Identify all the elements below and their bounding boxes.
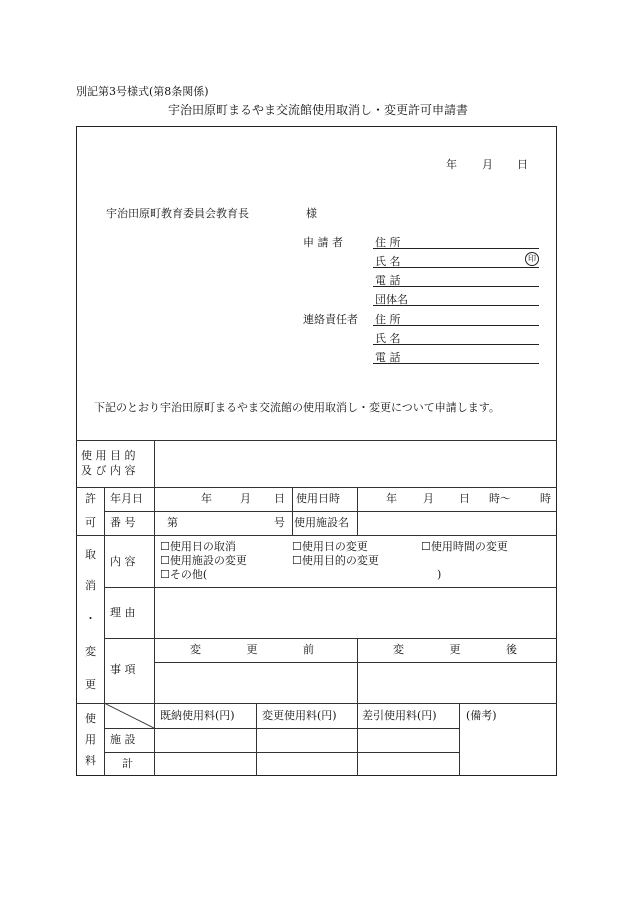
option-other-close: ): [437, 568, 442, 581]
use-hour-to: 時: [540, 492, 551, 505]
reason-field[interactable]: [155, 588, 556, 637]
date-year: 年: [446, 158, 457, 171]
permit-label-2: 可: [85, 516, 96, 529]
col-note: (備考): [466, 709, 497, 722]
row-facility-label: 施 設: [110, 733, 136, 746]
applicant-phone-line[interactable]: [373, 286, 539, 287]
rule: [459, 703, 460, 776]
purpose-label-2: 及 び 内 容: [81, 464, 136, 477]
applicant-address-line[interactable]: [373, 248, 539, 249]
honorific: 様: [306, 207, 317, 220]
col-changed-fee: 変更使用料(円): [262, 709, 337, 722]
col-paid-fee: 既納使用料(円): [160, 709, 235, 722]
applicant-group-label: 団体名: [375, 293, 408, 306]
cancel-label-char: 変: [85, 645, 96, 658]
cancel-label-char: 消: [85, 579, 96, 592]
permit-number-suffix: 号: [274, 516, 285, 529]
content-label: 内 容: [110, 555, 136, 568]
option-other[interactable]: ☐その他(: [160, 568, 208, 581]
cancel-label-char: 更: [85, 678, 96, 691]
form-title: 宇治田原町まるやま交流館使用取消し・変更許可申請書: [168, 103, 469, 117]
row-total-label: 計: [122, 757, 133, 770]
permit-date-year: 年: [201, 492, 212, 505]
purpose-label-1: 使 用 目 的: [81, 449, 136, 462]
permit-number-prefix: 第: [167, 516, 178, 529]
cancel-label-char: 取: [85, 548, 96, 561]
rule: [76, 487, 557, 488]
use-hour-from: 時〜: [489, 492, 511, 505]
rule: [357, 487, 358, 535]
facility-label: 使用施設名: [294, 516, 349, 529]
applicant-phone-label: 電 話: [375, 274, 401, 287]
rule: [104, 752, 459, 753]
purpose-field[interactable]: [155, 441, 556, 486]
permit-date-month: 月: [240, 492, 251, 505]
form-number: 別記第3号様式(第8条関係): [76, 85, 209, 98]
option-change-facility[interactable]: ☐使用施設の変更: [160, 554, 247, 567]
option-change-purpose[interactable]: ☐使用目的の変更: [292, 554, 379, 567]
use-month: 月: [423, 492, 434, 505]
use-day: 日: [459, 492, 470, 505]
rule: [104, 638, 557, 639]
rule: [104, 728, 459, 729]
after-label: 変 更 後: [393, 643, 517, 656]
use-datetime-label: 使用日時: [296, 492, 340, 505]
option-change-date[interactable]: ☐使用日の変更: [292, 540, 368, 553]
rule: [292, 487, 293, 535]
addressee: 宇治田原町教育委員会教育長: [106, 207, 249, 220]
col-deduct-fee: 差引使用料(円): [362, 709, 437, 722]
use-year: 年: [386, 492, 397, 505]
permit-date-label: 年月日: [110, 492, 143, 505]
contact-name-label: 氏 名: [375, 332, 401, 345]
date-day: 日: [517, 158, 528, 171]
diagonal-rule: [104, 703, 154, 728]
rule: [256, 703, 257, 776]
date-month: 月: [482, 158, 493, 171]
applicant-label: 申 請 者: [303, 236, 343, 249]
reason-label: 理 由: [110, 606, 136, 619]
applicant-address-label: 住 所: [375, 236, 401, 249]
contact-label: 連絡責任者: [303, 313, 358, 326]
rule: [357, 703, 358, 776]
fees-label-char: 使: [85, 712, 96, 725]
option-change-time[interactable]: ☐使用時間の変更: [421, 540, 508, 553]
option-cancel-date[interactable]: ☐使用日の取消: [160, 540, 236, 553]
contact-address-line[interactable]: [373, 325, 539, 326]
permit-date-day: 日: [274, 492, 285, 505]
matter-label: 事 項: [110, 663, 136, 676]
rule: [76, 535, 557, 536]
rule: [104, 511, 557, 512]
permit-label-1: 許: [85, 492, 96, 505]
contact-phone-label: 電 話: [375, 351, 401, 364]
seal-mark: 印: [525, 252, 539, 266]
fees-label-char: 料: [85, 754, 96, 767]
before-field[interactable]: [155, 663, 356, 702]
contact-name-line[interactable]: [373, 344, 539, 345]
contact-phone-line[interactable]: [373, 363, 539, 364]
applicant-group-line[interactable]: [373, 305, 539, 306]
applicant-name-label: 氏 名: [375, 255, 401, 268]
after-field[interactable]: [358, 663, 556, 702]
permit-number-label: 番 号: [110, 516, 136, 529]
cancel-label-char: ・: [85, 612, 96, 625]
rule: [104, 487, 105, 703]
applicant-name-line[interactable]: [373, 267, 539, 268]
before-label: 変 更 前: [190, 643, 314, 656]
fees-label-char: 用: [85, 733, 96, 746]
contact-address-label: 住 所: [375, 313, 401, 326]
statement: 下記のとおり宇治田原町まるやま交流館の使用取消し・変更について申請します。: [94, 401, 500, 414]
